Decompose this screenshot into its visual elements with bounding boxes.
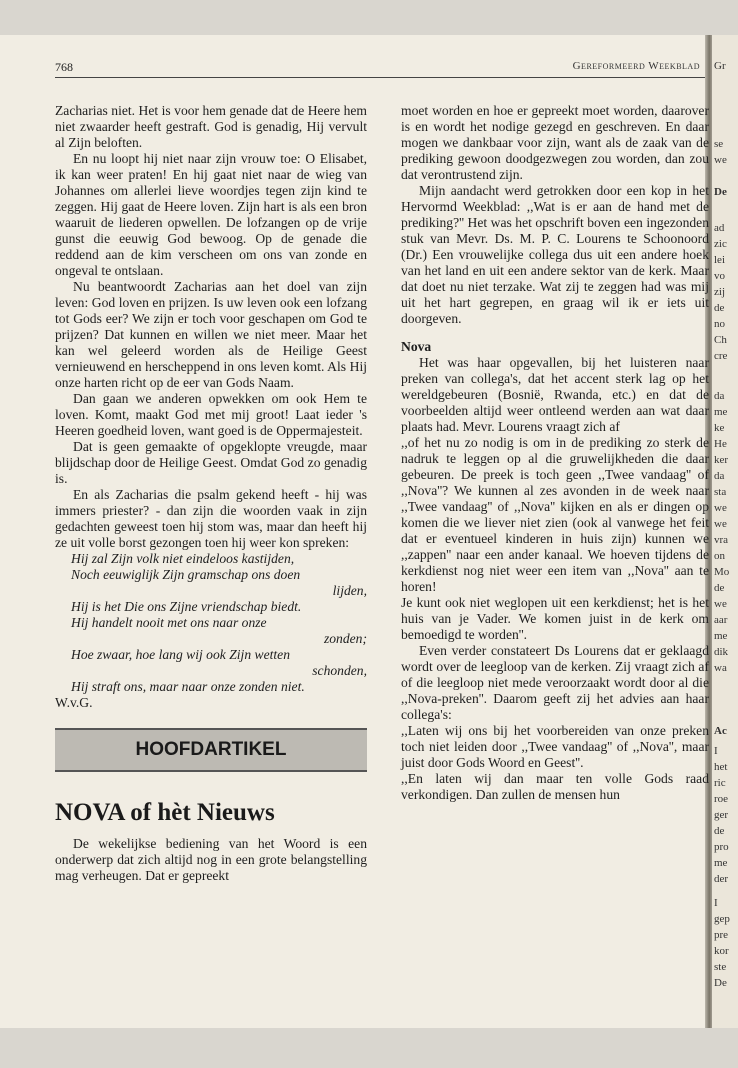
poem-line: Hij is het Die ons Zijne vriendschap biedt. <box>71 599 302 614</box>
paragraph: Het was haar opgevallen, bij het luisteren naar preken van collega's, dat het accent sterk lag op het wereldgebeuren (Bosnië, Rwanda, etc.) en dat de voorbeelden altijd weer ontleend werden aan wat daar plaats had. Mevr. Lourens vraagt zich af <box>401 355 709 434</box>
block-quote: ,,Laten wij ons bij het voorbereiden van onze preken toch niet leiden door ,,Twee vandaag'' of ,,Nova'', maar juist door Gods Woord en Geest''. <box>401 723 709 770</box>
psalm-quote <box>71 551 367 695</box>
next-page-fragment: He <box>714 438 727 450</box>
paragraph: Zacharias niet. Het is voor hem genade dat de Heere hem niet zwaarder heeft gestraft. God is genadig, Hij vervult al Zijn beloften. <box>55 103 367 150</box>
right-column <box>401 103 709 803</box>
poem-line: schonden, <box>312 663 367 678</box>
next-page-fragment: gep <box>714 913 730 925</box>
paragraph: Dat is geen gemaakte of opgeklopte vreugde, maar blijdschap door de Heilige Geest. Omdat God zo genadig is. <box>55 439 367 486</box>
next-page-fragment: no <box>714 318 725 330</box>
next-page-fragment: me <box>714 857 728 869</box>
next-page-fragment: aar <box>714 614 728 626</box>
next-page-fragment: vra <box>714 534 729 546</box>
next-page-fragment: Gr <box>714 60 726 72</box>
author-signature: W.v.G. <box>55 695 93 710</box>
next-page-fragment: zij <box>714 286 725 298</box>
paragraph: Mijn aandacht werd getrokken door een kop in het Hervormd Weekblad: ,,Wat is er aan de hand met de prediking?'' Het was het opschrift boven een ingezonden stuk van Mevr. Ds. M. P. C. Lourens te Schoonoord (Dr.) Een vrouwelijke collega dus uit een andere hoek van het land en uit een andere sektor van de kerk. Maar dat doet nu niet terzake. Wat zij te zeggen had was mij uit het hart gegrepen, en graag wil ik er iets uit doorgeven. <box>401 183 709 326</box>
next-page-fragment: I <box>714 745 718 757</box>
next-page-fragment: I <box>714 897 718 909</box>
next-page-fragment: de <box>714 582 725 594</box>
paragraph: En als Zacharias die psalm gekend heeft - hij was immers priester? - dan zijn die woorden vaak in zijn gedachten geweest toen hij stom was, maar dan heeft hij ze uit volle borst gezongen toen hij weer kon spreken: <box>55 487 367 550</box>
next-page-fragment: we <box>714 598 727 610</box>
next-page-fragment: De <box>714 186 727 198</box>
next-page-fragment: ad <box>714 222 725 234</box>
page-number: 768 <box>55 60 73 74</box>
article-title: NOVA of hèt Nieuws <box>55 799 275 826</box>
next-page-fragment: roe <box>714 793 729 805</box>
section-banner: HOOFDARTIKEL <box>55 728 367 772</box>
next-page-fragment: se <box>714 138 724 150</box>
next-page-fragment: ke <box>714 422 725 434</box>
header-rule <box>55 77 705 78</box>
next-page-fragment: da <box>714 390 725 402</box>
next-page-fragment: we <box>714 518 727 530</box>
block-quote: ,,En laten wij dan maar ten volle Gods raad verkondigen. Dan zullen de mensen hun <box>401 771 709 802</box>
next-page-fragment: de <box>714 302 725 314</box>
next-page-fragment: da <box>714 470 725 482</box>
next-page-fragment: Ac <box>714 725 727 737</box>
next-page-fragment: Mo <box>714 566 730 578</box>
poem-line: zonden; <box>323 631 367 646</box>
poem-line: Hij straft ons, maar naar onze zonden niet. <box>71 679 305 694</box>
next-page-fragment: de <box>714 825 725 837</box>
next-page-fragment: ger <box>714 809 729 821</box>
next-page-fragment: me <box>714 406 728 418</box>
next-page-fragment: cre <box>714 350 728 362</box>
article-intro: De wekelijkse bediening van het Woord is een onderwerp dat zich altijd nog in een grote belangstelling mag verheugen. Dat er gepreekt <box>55 836 367 883</box>
poem-line: lijden, <box>332 583 367 598</box>
block-quote: ,,of het nu zo nodig is om in de prediking zo sterk de nadruk te leggen op al die gruwelijkheden die daar gebeuren. De preek is toch geen ,,Twee vandaag'' of ,,Nova''? We kunnen al zes avonden in de week naar ,,Twee vandaag'' of ,,Nova'' kijken en als er dingen op komen die we liever niet zien (ook al vanwege het feit dat er eventueel kinderen in huis zijn) kunnen we ,,zappen'' naar een ander kanaal. We hoeven tijdens de kerkdienst nog niet weer een item van ,,Nova'' aan te horen! <box>401 435 709 594</box>
poem-line: Hoe zwaar, hoe lang wij ook Zijn wetten <box>71 647 291 662</box>
next-page-fragment: me <box>714 630 728 642</box>
next-page-fragment: vo <box>714 270 725 282</box>
left-column <box>55 103 367 884</box>
section-subhead: Nova <box>401 339 432 354</box>
next-page-fragment: der <box>714 873 729 885</box>
next-page-fragment: De <box>714 977 727 989</box>
next-page-fragment: on <box>714 550 725 562</box>
paragraph: moet worden en hoe er gepreekt moet worden, daarover is en wordt het nodige gezegd en geschreven. En daar mogen we dankbaar voor zijn, want als de zaak van de prediking gewoon doodgezwegen zou worden, dan zou dat verontrustend zijn. <box>401 103 709 182</box>
next-page-fragment: dik <box>714 646 729 658</box>
next-page-fragment: pre <box>714 929 729 941</box>
next-page-fragment: ste <box>714 961 727 973</box>
paragraph: Dan gaan we anderen opwekken om ook Hem te loven. Komt, maakt God met mij groot! Laat ieder 's Heeren goedheid loven, want goed is de Oppermajesteit. <box>55 391 367 438</box>
next-page-fragment: pro <box>714 841 729 853</box>
next-page-edge <box>712 35 738 1028</box>
next-page-fragment: Ch <box>714 334 727 346</box>
poem-line: Hij zal Zijn volk niet eindeloos kastijden, <box>71 551 295 566</box>
block-quote: Je kunt ook niet weglopen uit een kerkdienst; het is het huis van je Vader. We komen juist in de kerk om bemoedigd te worden''. <box>401 595 709 642</box>
poem-line: Hij handelt nooit met ons naar onze <box>71 615 267 630</box>
next-page-fragment: we <box>714 502 727 514</box>
paragraph: En nu loopt hij niet naar zijn vrouw toe: O Elisabet, ik kan weer praten! En hij gaat niet naar de wieg van Johannes om allerlei lieve woordjes tegen zijn kind te zeggen. Hij gaat de Heere loven. Zijn hart is als een bron waaruit de liederen opwellen. De lofzangen op de vrije gunst die eeuwig God bewoog. Op de genade die reddend aan de kim verscheen om ons van zonde en ongeval te ontslaan. <box>55 151 367 278</box>
next-page-fragment: lei <box>714 254 725 266</box>
running-title: Gereformeerd Weekblad <box>572 60 700 72</box>
next-page-fragment: het <box>714 761 728 773</box>
paragraph: Nu beantwoordt Zacharias aan het doel van zijn leven: God loven en prijzen. Is uw leven ook een lofzang tot Gods eer? We zijn er toch voor geschapen om God te prijzen? Dat kunnen en willen we niet meer. Maar het kan wel geleerd worden als de Heilige Geest vernieuwend en herscheppend in ons leven komt. Als Hij onze harten richt op de eer van Gods Naam. <box>55 279 367 390</box>
next-page-fragment: ker <box>714 454 729 466</box>
next-page-fragment: kor <box>714 945 729 957</box>
next-page-fragment: wa <box>714 662 727 674</box>
paragraph: Even verder constateert Ds Lourens dat er geklaagd wordt over de leegloop van de kerken. Zij vraagt zich af of die leegloop niet mede veroorzaakt wordt door al die ,,Nova-preken''. Daarom geeft zij het advies aan haar collega's: <box>401 643 709 722</box>
next-page-fragment: we <box>714 154 727 166</box>
next-page-fragment: sta <box>714 486 727 498</box>
poem-line: Noch eeuwiglijk Zijn gramschap ons doen <box>71 567 301 582</box>
next-page-fragment: ric <box>714 777 726 789</box>
next-page-fragment: zic <box>714 238 727 250</box>
